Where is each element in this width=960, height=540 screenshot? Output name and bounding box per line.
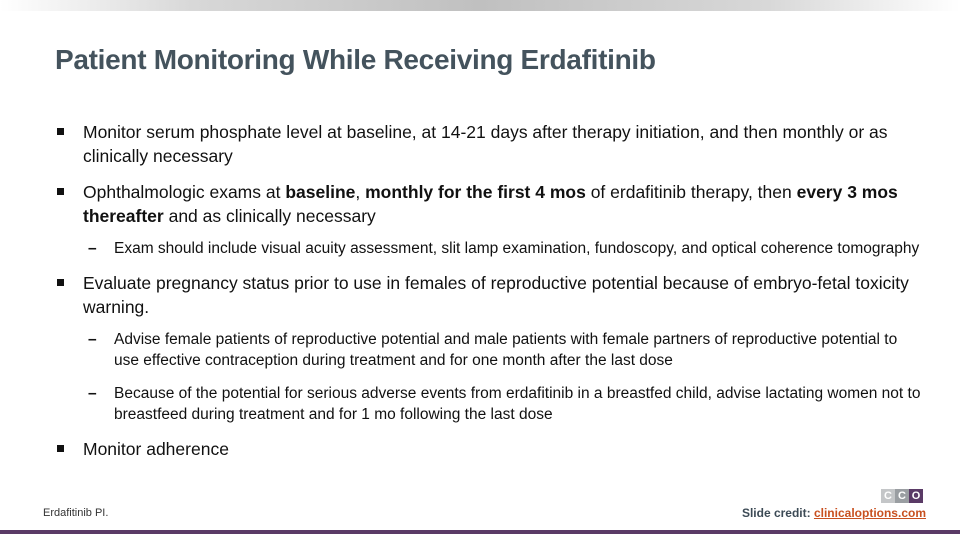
square-bullet-icon [57, 445, 64, 452]
logo-letter: O [909, 489, 923, 503]
sub-bullet-contraception [55, 329, 925, 371]
credit-link[interactable]: clinicaloptions.com [813, 506, 926, 520]
cco-logo-icon [881, 489, 923, 503]
bottom-accent-bar [0, 530, 960, 534]
bullet-pregnancy [55, 271, 925, 319]
slide-title: Patient Monitoring While Receiving Erdafitinib [55, 44, 656, 75]
bullet-text-bold: baseline [285, 182, 356, 202]
bullet-text: of erdafitinib therapy, then [585, 182, 797, 202]
bullet-phosphate [55, 120, 925, 168]
bullet-text-bold: monthly for the first 4 mos [365, 182, 586, 202]
bullet-text: and as clinically necessary [163, 206, 376, 226]
sub-bullet-exam [55, 238, 925, 259]
bullet-text: , [355, 182, 366, 202]
bullet-ophthalmologic [55, 180, 925, 228]
bullet-adherence [55, 437, 925, 461]
bullet-text: Monitor adherence [83, 439, 229, 459]
dash-bullet-icon: – [88, 240, 97, 257]
top-gradient-band [0, 0, 960, 11]
square-bullet-icon [57, 128, 64, 135]
dash-bullet-icon: – [88, 331, 97, 348]
sub-bullet-text: Advise female patients of reproductive potential and male patients with female partners of reproductive potential to use effective contraception during treatment and for one month after the last dose [114, 331, 898, 369]
logo-letter: C [881, 489, 895, 503]
slide-content [55, 120, 925, 473]
dash-bullet-icon: – [88, 385, 97, 402]
sub-bullet-text: Exam should include visual acuity assessment, slit lamp examination, fundoscopy, and optical coherence tomography [114, 240, 920, 257]
logo-letter: C [895, 489, 909, 503]
bullet-text: Monitor serum phosphate level at baseline, at 14-21 days after therapy initiation, and then monthly or as clinically necessary [83, 122, 888, 166]
credit-label: Slide credit: [741, 506, 814, 520]
square-bullet-icon [57, 188, 64, 195]
slide-credit [742, 506, 926, 520]
bullet-text: Evaluate pregnancy status prior to use in females of reproductive potential because of embryo-fetal toxicity warning. [83, 273, 909, 317]
bullet-text-bold: every 3 mos thereafter [83, 182, 898, 226]
bullet-text: Ophthalmologic exams at [83, 182, 286, 202]
sub-bullet-breastfeeding [55, 383, 925, 425]
source-citation: Erdafitinib PI. [43, 507, 109, 519]
square-bullet-icon [57, 279, 64, 286]
sub-bullet-text: Because of the potential for serious adverse events from erdafitinib in a breastfed child, advise lactating women not to breastfeed during treatment and for 1 mo following the last dose [114, 385, 921, 423]
